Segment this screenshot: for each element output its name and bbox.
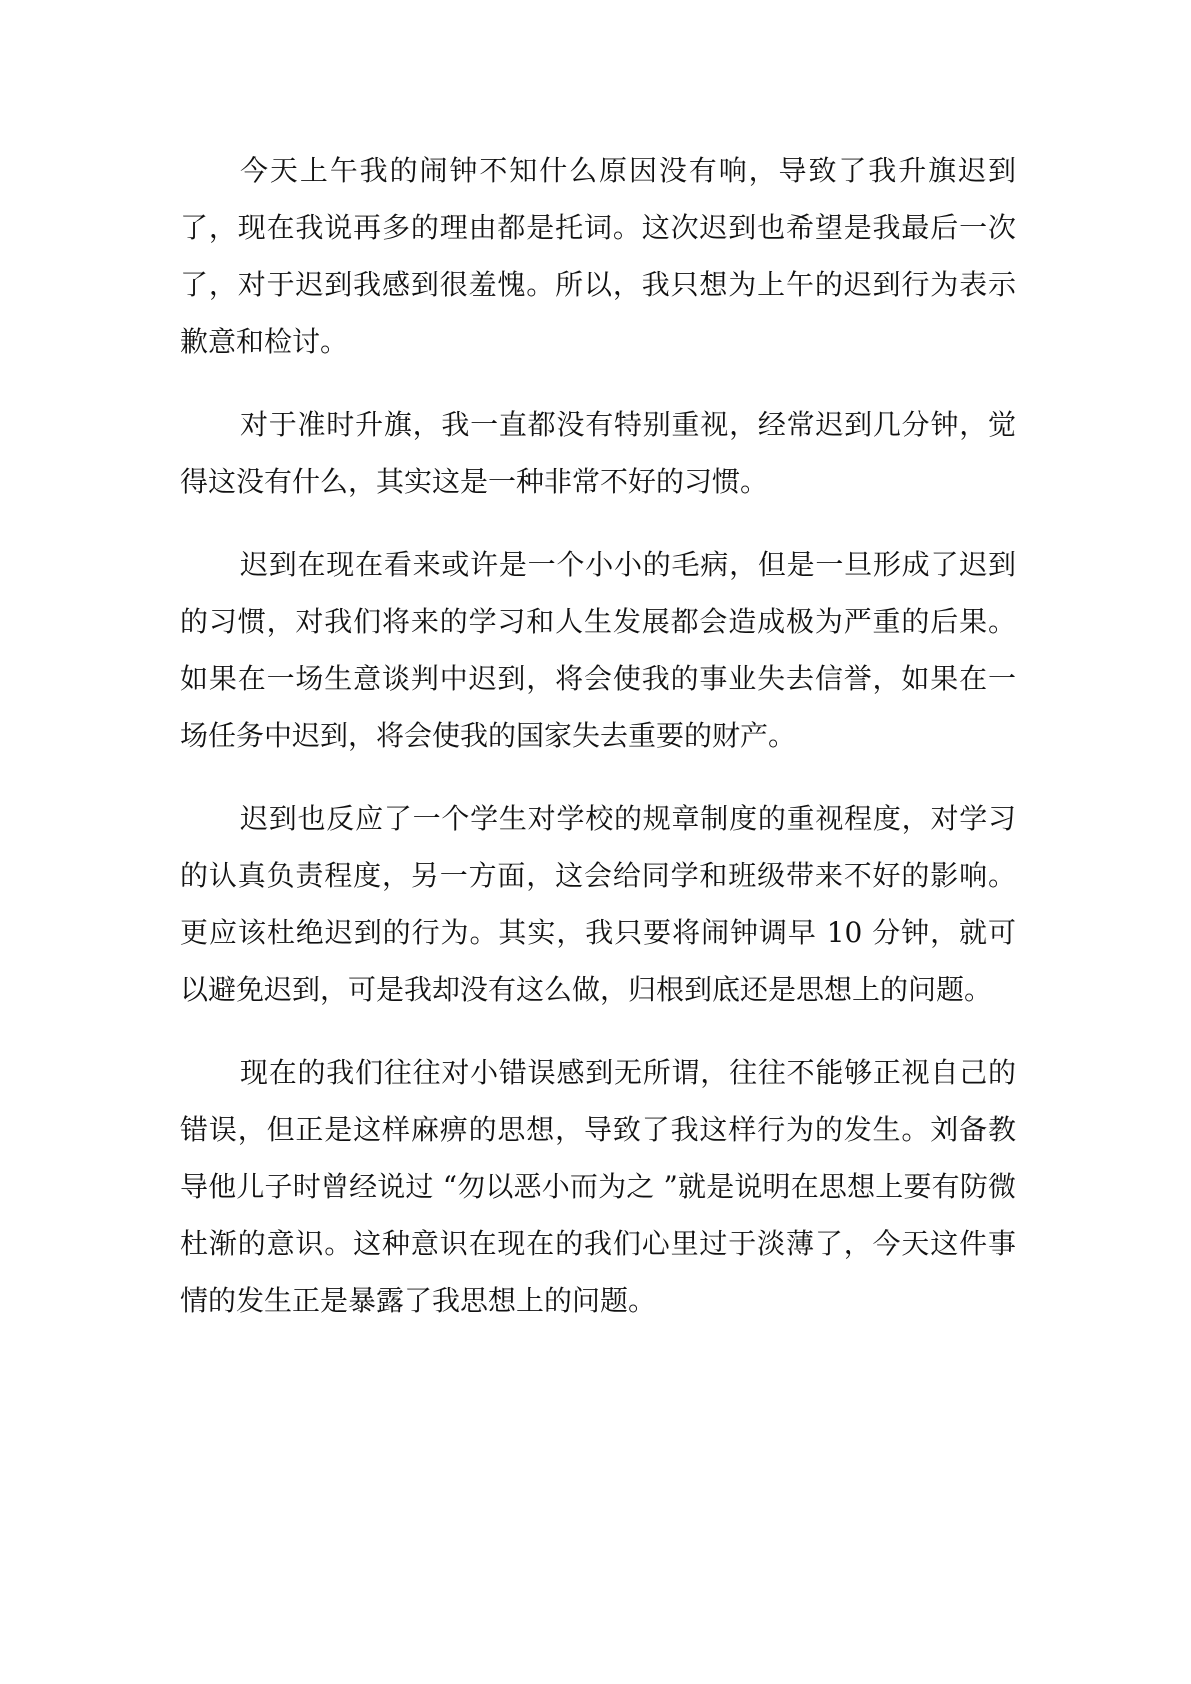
paragraph-4: 迟到也反应了一个学生对学校的规章制度的重视程度，对学习的认真负责程度，另一方面，这会给同学和班级带来不好的影响。更应该杜绝迟到的行为。其实，我只要将闹钟调早 10 分钟，就可以避免迟到，可是我却没有这么做，归根到底还是思想上的问题。: [180, 802, 1016, 1006]
paragraph-1: 今天上午我的闹钟不知什么原因没有响，导致了我升旗迟到了，现在我说再多的理由都是托词。这次迟到也希望是我最后一次了，对于迟到我感到很羞愧。所以，我只想为上午的迟到行为表示歉意和检讨。: [180, 154, 1016, 358]
paragraph-5: 现在的我们往往对小错误感到无所谓，往往不能够正视自己的错误，但正是这样麻痹的思想，导致了我这样行为的发生。刘备教导他儿子时曾经说过 “勿以恶小而为之 ”就是说明在思想上要有防微杜渐的意识。这种意识在现在的我们心里过于淡薄了，今天这件事情的发生正是暴露了我思想上的问题。: [180, 1056, 1016, 1317]
paragraph-2: 对于准时升旗，我一直都没有特别重视，经常迟到几分钟，觉得这没有什么，其实这是一种非常不好的习惯。: [180, 408, 1016, 498]
paragraph-3: 迟到在现在看来或许是一个小小的毛病，但是一旦形成了迟到的习惯，对我们将来的学习和人生发展都会造成极为严重的后果。如果在一场生意谈判中迟到，将会使我的事业失去信誉，如果在一场任务中迟到，将会使我的国家失去重要的财产。: [180, 548, 1016, 752]
